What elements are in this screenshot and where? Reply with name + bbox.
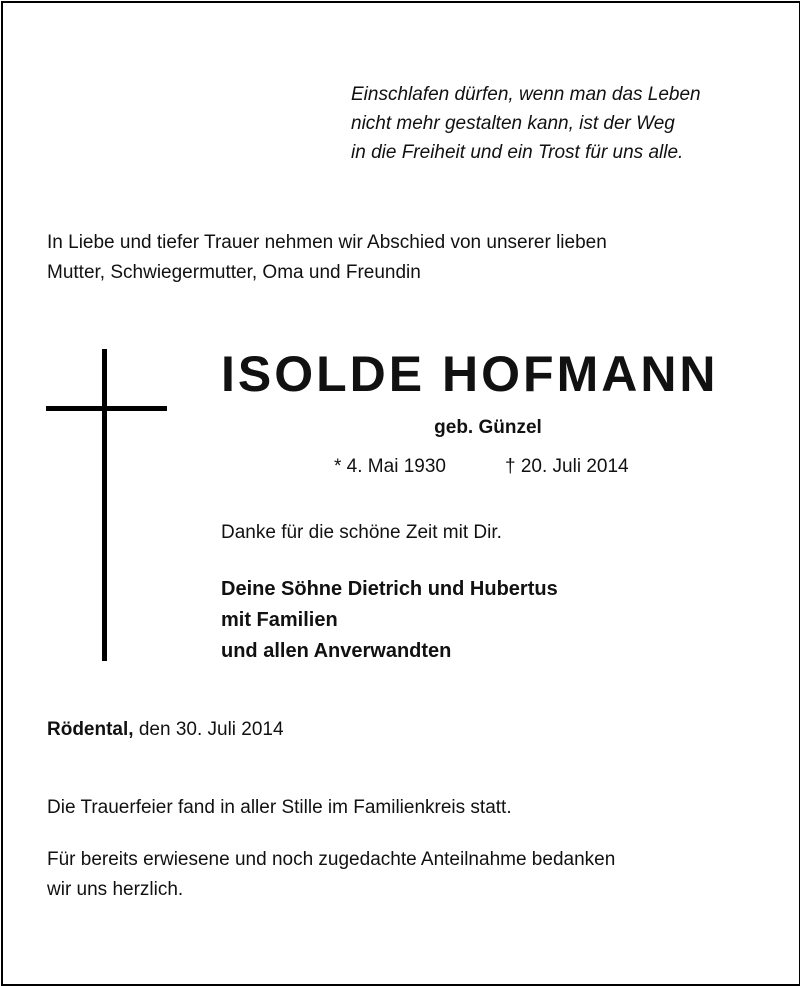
death-date: † 20. Juli 2014: [505, 456, 629, 477]
quote-line: in die Freiheit und ein Trost für uns alle.: [351, 142, 684, 163]
intro-text: [47, 228, 607, 288]
family-line: Deine Söhne Dietrich und Hubertus: [221, 578, 558, 600]
closing-line: wir uns herzlich.: [47, 879, 184, 900]
quote-block: [351, 80, 701, 167]
intro-line: In Liebe und tiefer Trauer nehmen wir Abschied von unserer lieben: [47, 232, 607, 253]
family-line: und allen Anverwandten: [221, 640, 452, 662]
place-name: Rödental,: [47, 719, 134, 740]
family-line: mit Familien: [221, 609, 338, 631]
notice-date: den 30. Juli 2014: [138, 719, 284, 740]
quote-line: Einschlafen dürfen, wenn man das Leben: [351, 84, 701, 105]
family-signature: [221, 574, 558, 667]
intro-line: Mutter, Schwiegermutter, Oma und Freundin: [47, 262, 421, 283]
ceremony-text: Die Trauerfeier fand in aller Stille im Familienkreis statt.: [47, 797, 512, 818]
closing-text: [47, 845, 615, 905]
place-date: [47, 716, 284, 744]
closing-line: Für bereits erwiesene und noch zugedachte Anteilnahme bedanken: [47, 849, 616, 870]
cross-icon-horizontal: [46, 406, 167, 411]
thanks-text: Danke für die schöne Zeit mit Dir.: [221, 522, 502, 543]
birth-date: * 4. Mai 1930: [334, 456, 446, 477]
maiden-name: geb. Günzel: [434, 417, 542, 438]
cross-icon-vertical: [102, 349, 107, 661]
quote-line: nicht mehr gestalten kann, ist der Weg: [351, 113, 675, 134]
deceased-name: ISOLDE HOFMANN: [221, 346, 719, 402]
